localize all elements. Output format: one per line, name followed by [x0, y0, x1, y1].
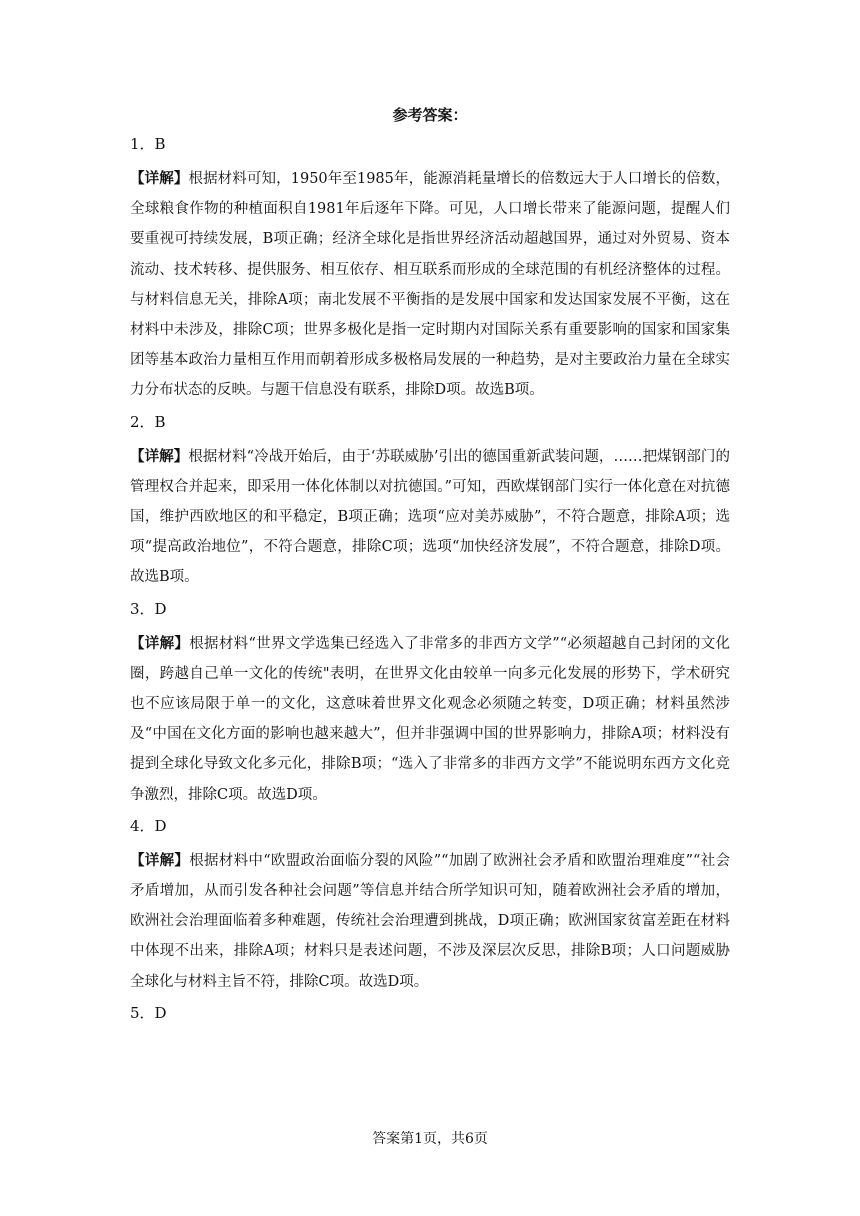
detail-tag: 【详解】: [130, 852, 190, 869]
detail-tag: 【详解】: [130, 448, 189, 465]
answer-5-number: 5．D: [130, 1003, 167, 1022]
answer-2-number: 2．B: [130, 412, 166, 431]
answer-1-number: 1．B: [130, 135, 166, 153]
page-title: 参考答案：: [392, 106, 468, 124]
answer-list: [130, 134, 730, 1033]
answer-2-text: 根据材料“冷战开始后，由于‘苏联威胁’引出的德国重新武装问题，……把煤钢部门的管理权合并起来，即采用一体化体制以对抗德国。”可知，西欧煤钢部门实行一体化意在对抗德国，维护西欧地区的和平稳定，B项正确；选项“应对美苏威胁”，不符合题意，排除A项；选项“提高政治地位”，不符合题意，排除C项；选项“加快经济发展”，不符合题意，排除D项。故选B项。: [130, 448, 730, 586]
answer-2-detail: [130, 442, 730, 593]
detail-tag: 【详解】: [130, 635, 190, 652]
answer-4-detail: [130, 846, 730, 997]
answer-3-text: 根据材料“世界文学选集已经选入了非常多的非西方文学”“必须超越自己封闭的文化圈，跨越自己单一文化的传统"表明，在世界文化由较单一向多元化发展的形势下，学术研究也不应该局限于单一的文化，这意味着世界文化观念必须随之转变，D项正确；材料虽然涉及“中国在文化方面的影响也越来越大”，但并非强调中国的世界影响力，排除A项；材料没有提到全球化导致文化多元化，排除B项；“选入了非常多的非西方文学”不能说明东西方文化竞争激烈，排除C项。故选D项。: [130, 635, 730, 803]
answer-3-detail: [130, 629, 730, 810]
answer-3-number: 3．D: [130, 599, 167, 618]
answer-1-text: 根据材料可知，1950年至1985年，能源消耗量增长的倍数远大于人口增长的倍数，全球粮食作物的种植面积自1981年后逐年下降。可见，人口增长带来了能源问题，提醒人们要重视可持续发展，B项正确；经济全球化是指世界经济活动超越国界，通过对外贸易、资本流动、技术转移、提供服务、相互依存、相互联系而形成的全球范围的有机经济整体的过程。与材料信息无关，排除A项；南北发展不平衡指的是发展中国家和发达国家发展不平衡，这在材料中未涉及，排除C项；世界多极化是指一定时期内对国际关系有重要影响的国家和国家集团等基本政治力量相互作用而朝着形成多极格局发展的一种趋势，是对主要政治力量在全球实力分布状态的反映。与题干信息没有联系，排除D项。故选B项。: [130, 171, 730, 399]
answer-1-detail: [130, 164, 730, 406]
detail-tag: 【详解】: [130, 171, 189, 187]
page-footer: 答案第1页，共6页: [372, 1131, 488, 1147]
answer-4-text: 根据材料中“欧盟政治面临分裂的风险”“加剧了欧洲社会矛盾和欧盟治理难度”“社会矛盾增加，从而引发各种社会问题”等信息并结合所学知识可知，随着欧洲社会矛盾的增加，欧洲社会治理面临着多种难题，传统社会治理遭到挑战，D项正确；欧洲国家贫富差距在材料中体现不出来，排除A项；材料只是表述问题，不涉及深层次反思，排除B项；人口问题威胁全球化与材料主旨不符，排除C项。故选D项。: [130, 852, 731, 990]
answer-4-number: 4．D: [130, 816, 167, 835]
